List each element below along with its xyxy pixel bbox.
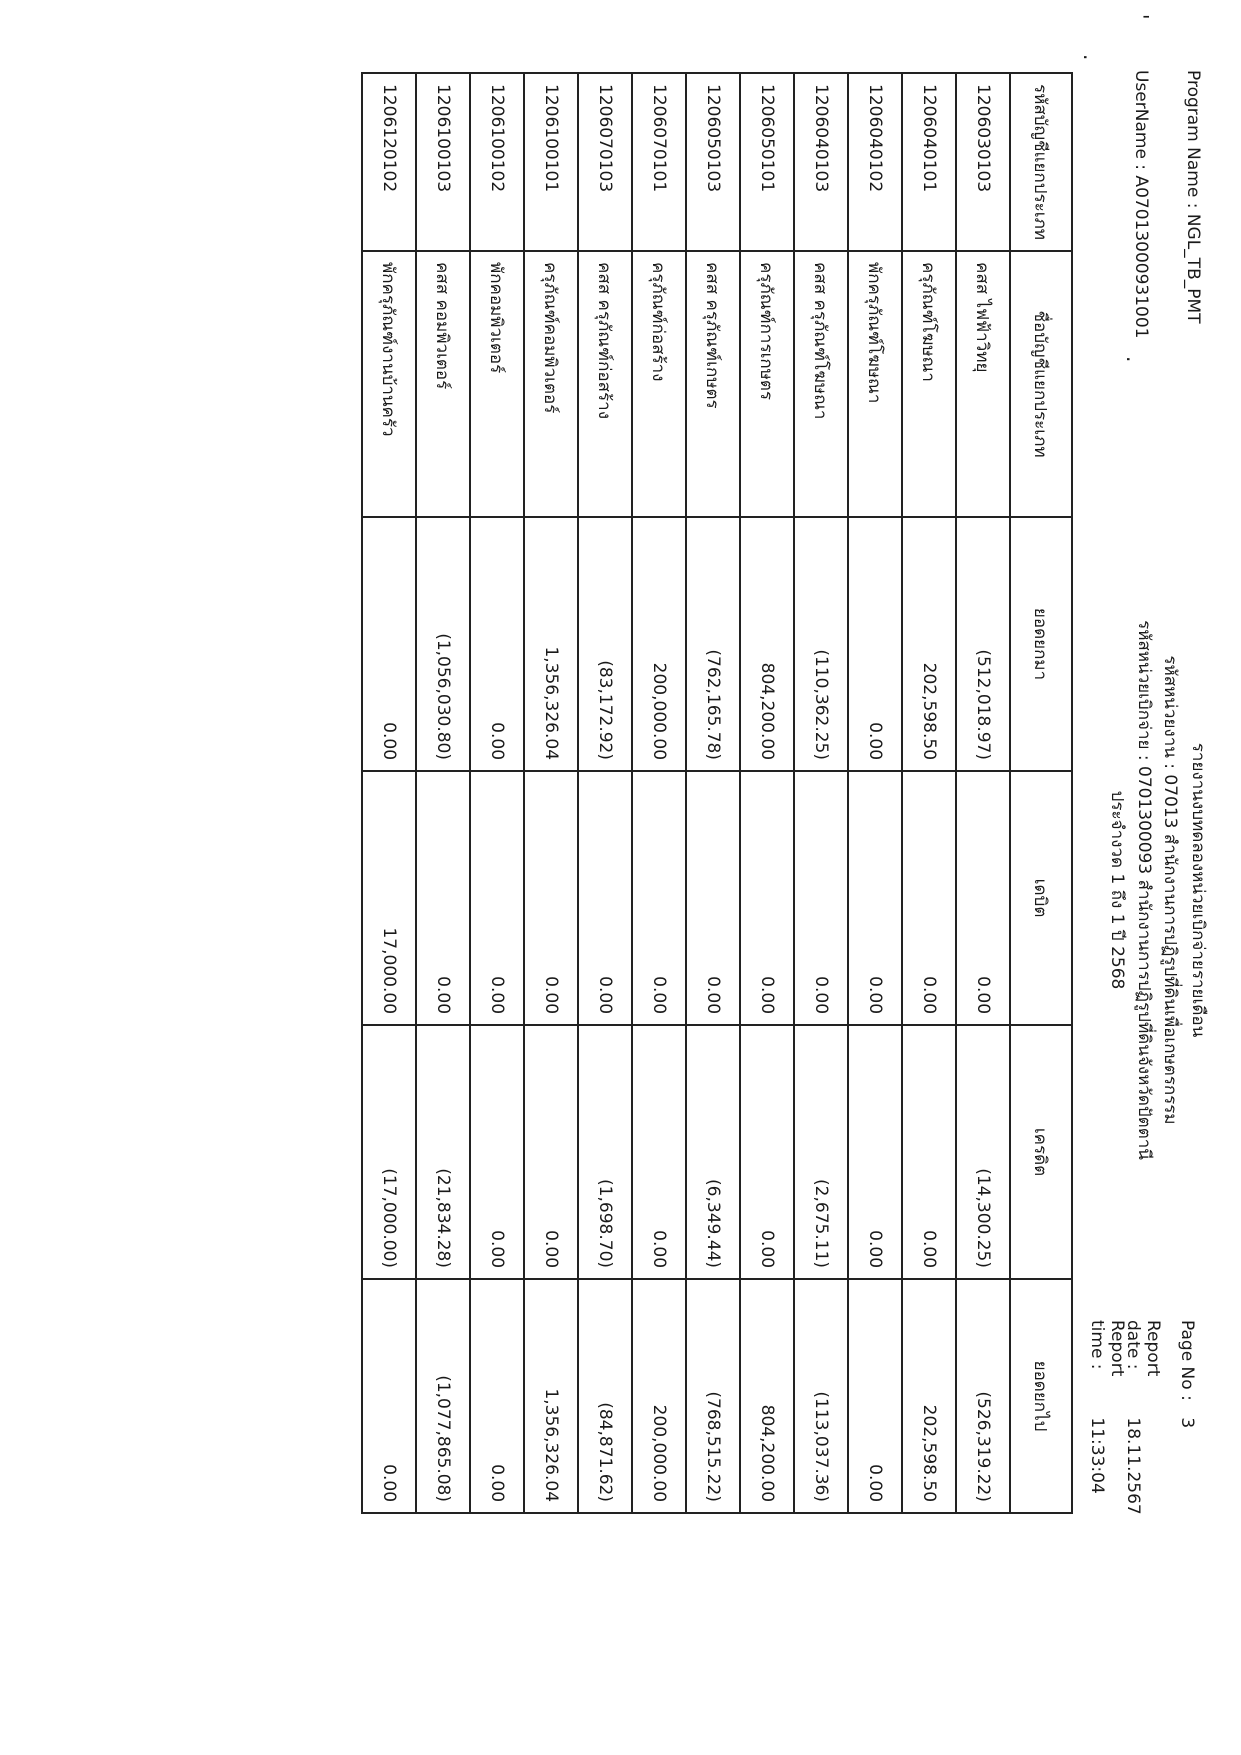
- table-row: [416, 73, 470, 1513]
- debit: 0.00: [902, 771, 956, 1025]
- carried-forward: 200,000.00: [632, 1279, 686, 1513]
- table-row: [578, 73, 632, 1513]
- brought-forward: 0.00: [362, 517, 416, 771]
- account-name: คสส ครุภัณฑ์โฆษณา: [794, 251, 848, 517]
- table-row: [902, 73, 956, 1513]
- account-name: คสส ครุภัณฑ์เกษตร: [686, 251, 740, 517]
- account-code: 1206040102: [848, 73, 902, 251]
- page-label: Page No :: [1177, 1320, 1197, 1401]
- account-name: คสส คอมพิวเตอร์: [416, 251, 470, 517]
- program-name: Program Name : NGL_TB_PMT: [1183, 70, 1203, 324]
- brought-forward: (762,165.78): [686, 517, 740, 771]
- time-label: Report time :: [1087, 1320, 1127, 1377]
- credit: 0.00: [524, 1025, 578, 1279]
- table-row: [362, 73, 416, 1513]
- table-row: [848, 73, 902, 1513]
- table-row: [956, 73, 1010, 1513]
- carried-forward: 202,598.50: [902, 1279, 956, 1513]
- table-row: [524, 73, 578, 1513]
- carried-forward: (768,515.22): [686, 1279, 740, 1513]
- time-value: 11:33:04: [1087, 1417, 1107, 1494]
- credit: (17,000.00): [362, 1025, 416, 1279]
- debit: 0.00: [956, 771, 1010, 1025]
- table-row: [740, 73, 794, 1513]
- credit: (21,834.28): [416, 1025, 470, 1279]
- brought-forward: 804,200.00: [740, 517, 794, 771]
- brought-forward: (83,172.92): [578, 517, 632, 771]
- brought-forward: 0.00: [848, 517, 902, 771]
- carried-forward: 804,200.00: [740, 1279, 794, 1513]
- stray-mark: .: [1122, 356, 1146, 363]
- account-name: ครุภัณฑ์โฆษณา: [902, 251, 956, 517]
- carried-forward: (526,319.22): [956, 1279, 1010, 1513]
- page-number: [1177, 1320, 1197, 1428]
- user-name: UserName : A07013000931001: [1131, 70, 1151, 339]
- stray-mark: ': [1129, 14, 1153, 20]
- account-code: 1206100101: [524, 73, 578, 251]
- carried-forward: 1,356,326.04: [524, 1279, 578, 1513]
- brought-forward: 200,000.00: [632, 517, 686, 771]
- debit: 0.00: [632, 771, 686, 1025]
- col-carried-forward: ยอดยกไป: [1010, 1279, 1072, 1513]
- carried-forward: 0.00: [362, 1279, 416, 1513]
- account-code: 1206070103: [578, 73, 632, 251]
- carried-forward: 0.00: [848, 1279, 902, 1513]
- account-name: คสส ครุภัณฑ์ก่อสร้าง: [578, 251, 632, 517]
- disbursing-unit-line: รหัสหน่วยเบิกจ่าย : 0701300093 สำนักงานการปฏิรูปที่ดินจังหวัดปัตตานี: [1134, 620, 1154, 1160]
- table-row: [470, 73, 524, 1513]
- page-value: 3: [1177, 1417, 1197, 1429]
- credit: 0.00: [470, 1025, 524, 1279]
- credit: 0.00: [632, 1025, 686, 1279]
- account-code: 1206100103: [416, 73, 470, 251]
- debit: 0.00: [740, 771, 794, 1025]
- col-account-name: ชื่อบัญชีแยกประเภท: [1010, 251, 1072, 517]
- account-code: 1206120102: [362, 73, 416, 251]
- account-name: ครุภัณฑ์คอมพิวเตอร์: [524, 251, 578, 517]
- account-code: 1206070101: [632, 73, 686, 251]
- account-code: 1206030103: [956, 73, 1010, 251]
- credit: 0.00: [848, 1025, 902, 1279]
- brought-forward: 1,356,326.04: [524, 517, 578, 771]
- account-name: ครุภัณฑ์ก่อสร้าง: [632, 251, 686, 517]
- trial-balance-table: [361, 72, 1073, 1514]
- debit: 0.00: [578, 771, 632, 1025]
- report-title: รายงานงบทดลองหน่วยเบิกจ่ายรายเดือน: [1188, 742, 1208, 1038]
- account-code: 1206040103: [794, 73, 848, 251]
- report-period: ประจำงวด 1 ถึง 1 ปี 2568: [1107, 790, 1127, 990]
- carried-forward: 0.00: [470, 1279, 524, 1513]
- account-code: 1206050103: [686, 73, 740, 251]
- table-row: [794, 73, 848, 1513]
- stray-mark: .: [1079, 54, 1103, 61]
- carried-forward: (1,077,865.08): [416, 1279, 470, 1513]
- debit: 0.00: [848, 771, 902, 1025]
- debit: 0.00: [470, 771, 524, 1025]
- credit: (2,675.11): [794, 1025, 848, 1279]
- date-value: 18.11.2567: [1123, 1417, 1143, 1515]
- col-account-code: รหัสบัญชีแยกประเภท: [1010, 73, 1072, 251]
- credit: 0.00: [740, 1025, 794, 1279]
- carried-forward: (84,871.62): [578, 1279, 632, 1513]
- col-debit: เดบิต: [1010, 771, 1072, 1025]
- unit-line: รหัสหน่วยงาน : 07013 สำนักงานการปฏิรูปที่ดินเพื่อเกษตรกรรม: [1160, 655, 1180, 1125]
- account-name: พักครุภัณฑ์โฆษณา: [848, 251, 902, 517]
- credit: (1,698.70): [578, 1025, 632, 1279]
- account-code: 1206040101: [902, 73, 956, 251]
- brought-forward: 202,598.50: [902, 517, 956, 771]
- table-row: [632, 73, 686, 1513]
- brought-forward: (110,362.25): [794, 517, 848, 771]
- date-label: Report date :: [1123, 1320, 1163, 1377]
- carried-forward: (113,037.36): [794, 1279, 848, 1513]
- report-time: [1087, 1320, 1127, 1494]
- debit: 17,000.00: [362, 771, 416, 1025]
- brought-forward: (512,018.97): [956, 517, 1010, 771]
- account-name: พักครุภัณฑ์งานบ้านครัว: [362, 251, 416, 517]
- col-credit: เครดิต: [1010, 1025, 1072, 1279]
- col-brought-forward: ยอดยกมา: [1010, 517, 1072, 771]
- report-date: [1123, 1320, 1163, 1515]
- account-name: ครุภัณฑ์การเกษตร: [740, 251, 794, 517]
- debit: 0.00: [524, 771, 578, 1025]
- account-name: พักคอมพิวเตอร์: [470, 251, 524, 517]
- credit: (14,300.25): [956, 1025, 1010, 1279]
- brought-forward: (1,056,030.80): [416, 517, 470, 771]
- account-code: 1206100102: [470, 73, 524, 251]
- credit: 0.00: [902, 1025, 956, 1279]
- credit: (6,349.44): [686, 1025, 740, 1279]
- account-code: 1206050101: [740, 73, 794, 251]
- debit: 0.00: [416, 771, 470, 1025]
- table-header-row: [1010, 73, 1072, 1513]
- debit: 0.00: [686, 771, 740, 1025]
- brought-forward: 0.00: [470, 517, 524, 771]
- table-row: [686, 73, 740, 1513]
- account-name: คสส ไฟฟ้าวิทยุ: [956, 251, 1010, 517]
- debit: 0.00: [794, 771, 848, 1025]
